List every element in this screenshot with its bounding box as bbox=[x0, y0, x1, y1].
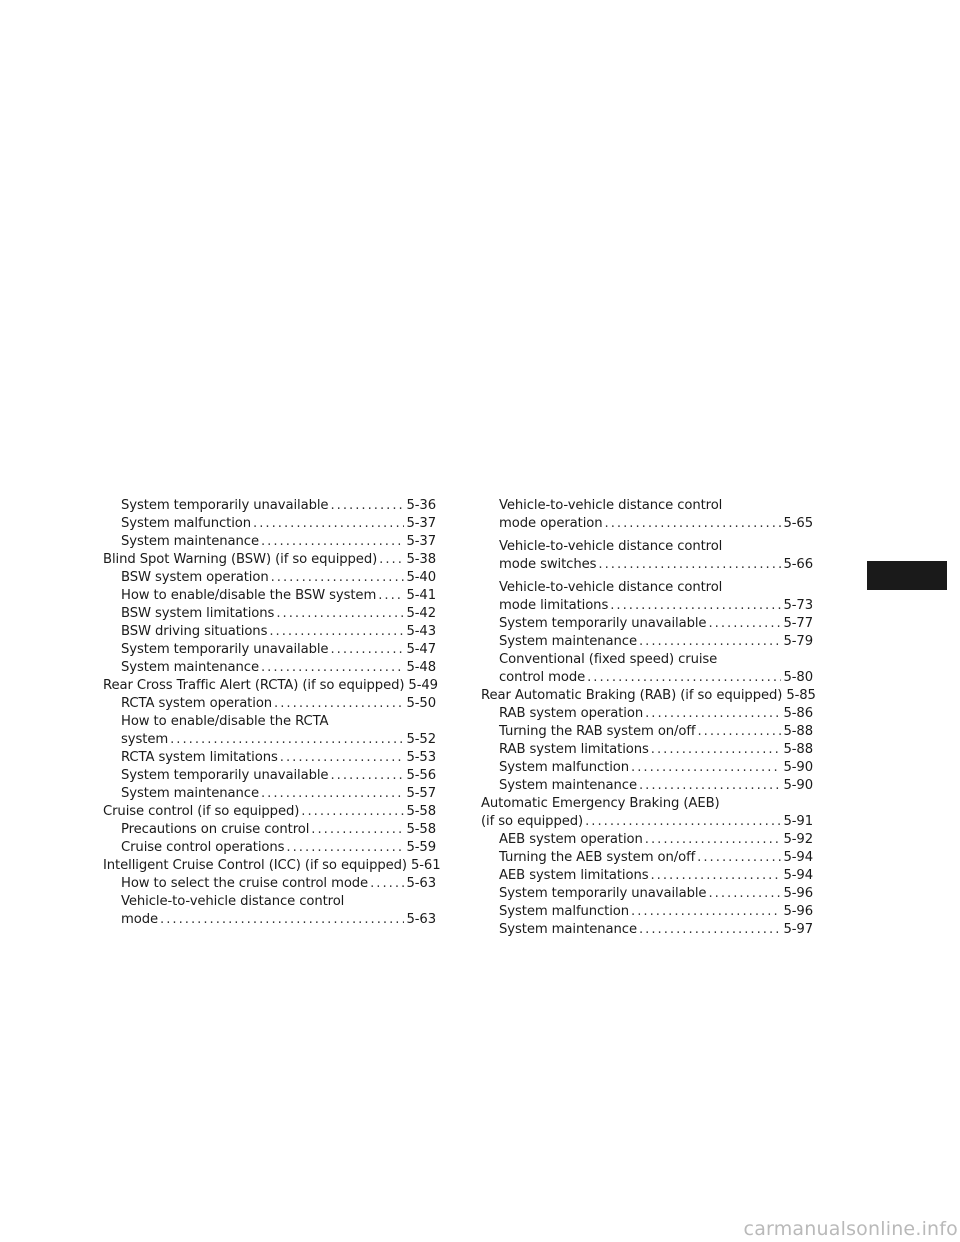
dot-leader bbox=[330, 767, 404, 785]
toc-entry-page: 5-43 bbox=[406, 624, 436, 639]
dot-leader bbox=[170, 731, 404, 749]
toc-entry-page: 5-92 bbox=[783, 832, 813, 847]
toc-entry[interactable] bbox=[481, 687, 816, 705]
toc-entry[interactable] bbox=[103, 803, 436, 821]
toc-entry[interactable] bbox=[481, 903, 813, 921]
toc-entry-title: BSW driving situations bbox=[121, 624, 268, 639]
dot-leader bbox=[330, 497, 404, 515]
toc-entry[interactable] bbox=[103, 587, 436, 605]
toc-entry-title: mode limitations bbox=[499, 598, 609, 613]
toc-entry-title: BSW system limitations bbox=[121, 606, 275, 621]
section-tab bbox=[867, 561, 947, 590]
toc-entry-title: System temporarily unavailable bbox=[121, 768, 329, 783]
dot-leader bbox=[697, 723, 781, 741]
toc-entry-page: 5-58 bbox=[406, 822, 436, 837]
toc-entry-title: System temporarily unavailable bbox=[121, 498, 329, 513]
toc-entry[interactable] bbox=[103, 659, 436, 677]
toc-entry-title: AEB system operation bbox=[499, 832, 643, 847]
dot-leader bbox=[631, 759, 781, 777]
toc-entry-page: 5-49 bbox=[408, 678, 438, 693]
toc-entry-page: 5-94 bbox=[783, 868, 813, 883]
toc-entry[interactable] bbox=[103, 785, 436, 803]
toc-entry-page: 5-80 bbox=[783, 670, 813, 685]
toc-entry-title: System maintenance bbox=[499, 778, 637, 793]
toc-entry-title: RAB system operation bbox=[499, 706, 644, 721]
toc-entry-page: 5-42 bbox=[406, 606, 436, 621]
dot-leader bbox=[585, 813, 781, 831]
toc-entry-title-line: Conventional (fixed speed) cruise bbox=[499, 652, 718, 667]
toc-entry-page: 5-96 bbox=[783, 886, 813, 901]
toc-entry-title: mode bbox=[121, 912, 158, 927]
toc-entry-title: System temporarily unavailable bbox=[121, 642, 329, 657]
toc-entry[interactable] bbox=[481, 651, 813, 687]
dot-leader bbox=[271, 569, 405, 587]
toc-entry-page: 5-91 bbox=[783, 814, 813, 829]
toc-entry[interactable] bbox=[103, 857, 441, 875]
toc-entry-page: 5-88 bbox=[783, 742, 813, 757]
dot-leader bbox=[639, 777, 782, 795]
dot-leader bbox=[269, 623, 404, 641]
toc-entry-page: 5-94 bbox=[783, 850, 813, 865]
toc-entry[interactable] bbox=[103, 893, 436, 929]
toc-entry-title: Cruise control (if so equipped) bbox=[103, 804, 300, 819]
dot-leader bbox=[253, 515, 404, 533]
toc-entry-page: 5-36 bbox=[406, 498, 436, 513]
toc-right-column bbox=[481, 497, 816, 939]
toc-entry-page: 5-56 bbox=[406, 768, 436, 783]
toc-entry[interactable] bbox=[481, 759, 813, 777]
dot-leader bbox=[379, 551, 404, 569]
toc-entry[interactable] bbox=[103, 677, 436, 695]
toc-entry[interactable] bbox=[103, 821, 436, 839]
toc-entry-title: Rear Automatic Braking (RAB) (if so equipped) bbox=[481, 688, 783, 703]
toc-entry-title: System maintenance bbox=[499, 634, 637, 649]
dot-leader bbox=[639, 633, 782, 651]
toc-entry[interactable] bbox=[103, 551, 436, 569]
toc-entry-title: Cruise control operations bbox=[121, 840, 285, 855]
toc-entry[interactable] bbox=[481, 867, 813, 885]
dot-leader bbox=[261, 533, 405, 551]
toc-entry-title-line: Vehicle-to-vehicle distance control bbox=[121, 894, 345, 909]
toc-entry-title: AEB system limitations bbox=[499, 868, 649, 883]
toc-entry-page: 5-58 bbox=[406, 804, 436, 819]
toc-entry-page: 5-52 bbox=[406, 732, 436, 747]
dot-leader bbox=[631, 903, 781, 921]
toc-entry[interactable] bbox=[103, 695, 436, 713]
dot-leader bbox=[708, 885, 781, 903]
toc-entry-page: 5-96 bbox=[783, 904, 813, 919]
toc-entry[interactable] bbox=[103, 749, 436, 767]
toc-entry-page: 5-79 bbox=[783, 634, 813, 649]
toc-entry-page: 5-77 bbox=[783, 616, 813, 631]
dot-leader bbox=[160, 911, 404, 929]
dot-leader bbox=[330, 641, 404, 659]
toc-entry-page: 5-63 bbox=[406, 876, 436, 891]
toc-entry[interactable] bbox=[481, 633, 813, 651]
dot-leader bbox=[301, 803, 404, 821]
toc-entry-title: system bbox=[121, 732, 169, 747]
toc-entry-title: Rear Cross Traffic Alert (RCTA) (if so equipped) bbox=[103, 678, 405, 693]
toc-entry-title: Precautions on cruise control bbox=[121, 822, 310, 837]
toc-entry[interactable] bbox=[103, 767, 436, 785]
toc-entry[interactable] bbox=[481, 497, 813, 533]
dot-leader bbox=[598, 556, 781, 574]
toc-entry-title: Blind Spot Warning (BSW) (if so equipped) bbox=[103, 552, 378, 567]
dot-leader bbox=[261, 785, 405, 803]
toc-entry-title: RCTA system limitations bbox=[121, 750, 278, 765]
watermark: carmanualsonline.info bbox=[743, 1218, 958, 1240]
toc-entry-title: System temporarily unavailable bbox=[499, 616, 707, 631]
toc-entry-page: 5-86 bbox=[783, 706, 813, 721]
toc-entry-page: 5-38 bbox=[406, 552, 436, 567]
toc-entry[interactable] bbox=[481, 777, 813, 795]
toc-entry-page: 5-66 bbox=[783, 557, 813, 572]
toc-entry-title: (if so equipped) bbox=[481, 814, 584, 829]
toc-entry-page: 5-88 bbox=[783, 724, 813, 739]
dot-leader bbox=[645, 831, 782, 849]
toc-entry-page: 5-53 bbox=[406, 750, 436, 765]
toc-entry[interactable] bbox=[103, 623, 436, 641]
dot-leader bbox=[280, 749, 405, 767]
toc-entry-title-line: Vehicle-to-vehicle distance control bbox=[499, 580, 723, 595]
toc-entry-title: System malfunction bbox=[121, 516, 252, 531]
toc-entry[interactable] bbox=[481, 921, 813, 939]
toc-entry[interactable] bbox=[481, 579, 813, 615]
toc-entry-page: 5-85 bbox=[786, 688, 816, 703]
dot-leader bbox=[645, 705, 781, 723]
dot-leader bbox=[274, 695, 404, 713]
toc-entry-page: 5-65 bbox=[783, 516, 813, 531]
toc-entry-title: mode operation bbox=[499, 516, 603, 531]
toc-entry-title: System malfunction bbox=[499, 904, 630, 919]
toc-entry-page: 5-61 bbox=[410, 858, 441, 873]
dot-leader bbox=[610, 597, 781, 615]
dot-leader bbox=[639, 921, 782, 939]
toc-entry-title-line: How to enable/disable the RCTA bbox=[121, 714, 329, 729]
toc-entry[interactable] bbox=[103, 713, 436, 749]
dot-leader bbox=[286, 839, 404, 857]
toc-entry-page: 5-57 bbox=[406, 786, 436, 801]
toc-entry-page: 5-47 bbox=[406, 642, 436, 657]
toc-entry-title: control mode bbox=[499, 670, 586, 685]
toc-entry-title: How to enable/disable the BSW system bbox=[121, 588, 377, 603]
toc-entry[interactable] bbox=[103, 839, 436, 857]
toc-entry[interactable] bbox=[481, 795, 813, 831]
toc-entry-page: 5-41 bbox=[406, 588, 436, 603]
toc-entry[interactable] bbox=[103, 515, 436, 533]
toc-entry-page: 5-50 bbox=[406, 696, 436, 711]
toc-entry-title: mode switches bbox=[499, 557, 597, 572]
toc-entry-title: BSW system operation bbox=[121, 570, 269, 585]
toc-entry[interactable] bbox=[103, 533, 436, 551]
dot-leader bbox=[708, 615, 781, 633]
toc-entry-title: System maintenance bbox=[121, 534, 259, 549]
toc-entry-title: System maintenance bbox=[499, 922, 637, 937]
toc-entry-page: 5-90 bbox=[783, 760, 813, 775]
toc-entry-page: 5-97 bbox=[783, 922, 813, 937]
dot-leader bbox=[650, 867, 781, 885]
dot-leader bbox=[276, 605, 404, 623]
toc-entry-title: How to select the cruise control mode bbox=[121, 876, 369, 891]
toc-entry-title: Turning the RAB system on/off bbox=[499, 724, 696, 739]
toc-entry-title-line: Vehicle-to-vehicle distance control bbox=[499, 498, 723, 513]
dot-leader bbox=[311, 821, 404, 839]
toc-entry-title: System maintenance bbox=[121, 660, 259, 675]
toc-entry-title: System malfunction bbox=[499, 760, 630, 775]
dot-leader bbox=[605, 515, 782, 533]
toc-entry[interactable] bbox=[103, 497, 436, 515]
toc-entry-page: 5-59 bbox=[406, 840, 436, 855]
dot-leader bbox=[697, 849, 781, 867]
toc-entry-page: 5-48 bbox=[406, 660, 436, 675]
toc-entry[interactable] bbox=[481, 831, 813, 849]
toc-entry-title: Turning the AEB system on/off bbox=[499, 850, 696, 865]
toc-entry-title: System temporarily unavailable bbox=[499, 886, 707, 901]
toc-entry[interactable] bbox=[481, 705, 813, 723]
toc-entry[interactable] bbox=[103, 875, 436, 893]
toc-entry[interactable] bbox=[481, 885, 813, 903]
toc-entry[interactable] bbox=[481, 615, 813, 633]
dot-leader bbox=[378, 587, 404, 605]
toc-entry[interactable] bbox=[103, 605, 436, 623]
toc-entry-title: Intelligent Cruise Control (ICC) (if so equipped) bbox=[103, 858, 407, 873]
dot-leader bbox=[370, 875, 404, 893]
toc-entry[interactable] bbox=[481, 723, 813, 741]
toc-entry[interactable] bbox=[103, 641, 436, 659]
toc-entry-page: 5-37 bbox=[406, 534, 436, 549]
dot-leader bbox=[587, 669, 781, 687]
toc-entry-title-line: Automatic Emergency Braking (AEB) bbox=[481, 796, 720, 811]
toc-entry-title: RAB system limitations bbox=[499, 742, 649, 757]
toc-entry[interactable] bbox=[103, 569, 436, 587]
toc-entry-page: 5-40 bbox=[406, 570, 436, 585]
toc-entry-title-line: Vehicle-to-vehicle distance control bbox=[499, 539, 723, 554]
toc-entry-page: 5-63 bbox=[406, 912, 436, 927]
toc-entry-page: 5-73 bbox=[783, 598, 813, 613]
toc-left-column bbox=[103, 497, 441, 929]
toc-entry[interactable] bbox=[481, 849, 813, 867]
toc-entry-page: 5-90 bbox=[783, 778, 813, 793]
dot-leader bbox=[261, 659, 405, 677]
toc-entry[interactable] bbox=[481, 538, 813, 574]
toc-entry-page: 5-37 bbox=[406, 516, 436, 531]
toc-entry[interactable] bbox=[481, 741, 813, 759]
toc-entry-title: System maintenance bbox=[121, 786, 259, 801]
toc-entry-title: RCTA system operation bbox=[121, 696, 273, 711]
dot-leader bbox=[651, 741, 782, 759]
